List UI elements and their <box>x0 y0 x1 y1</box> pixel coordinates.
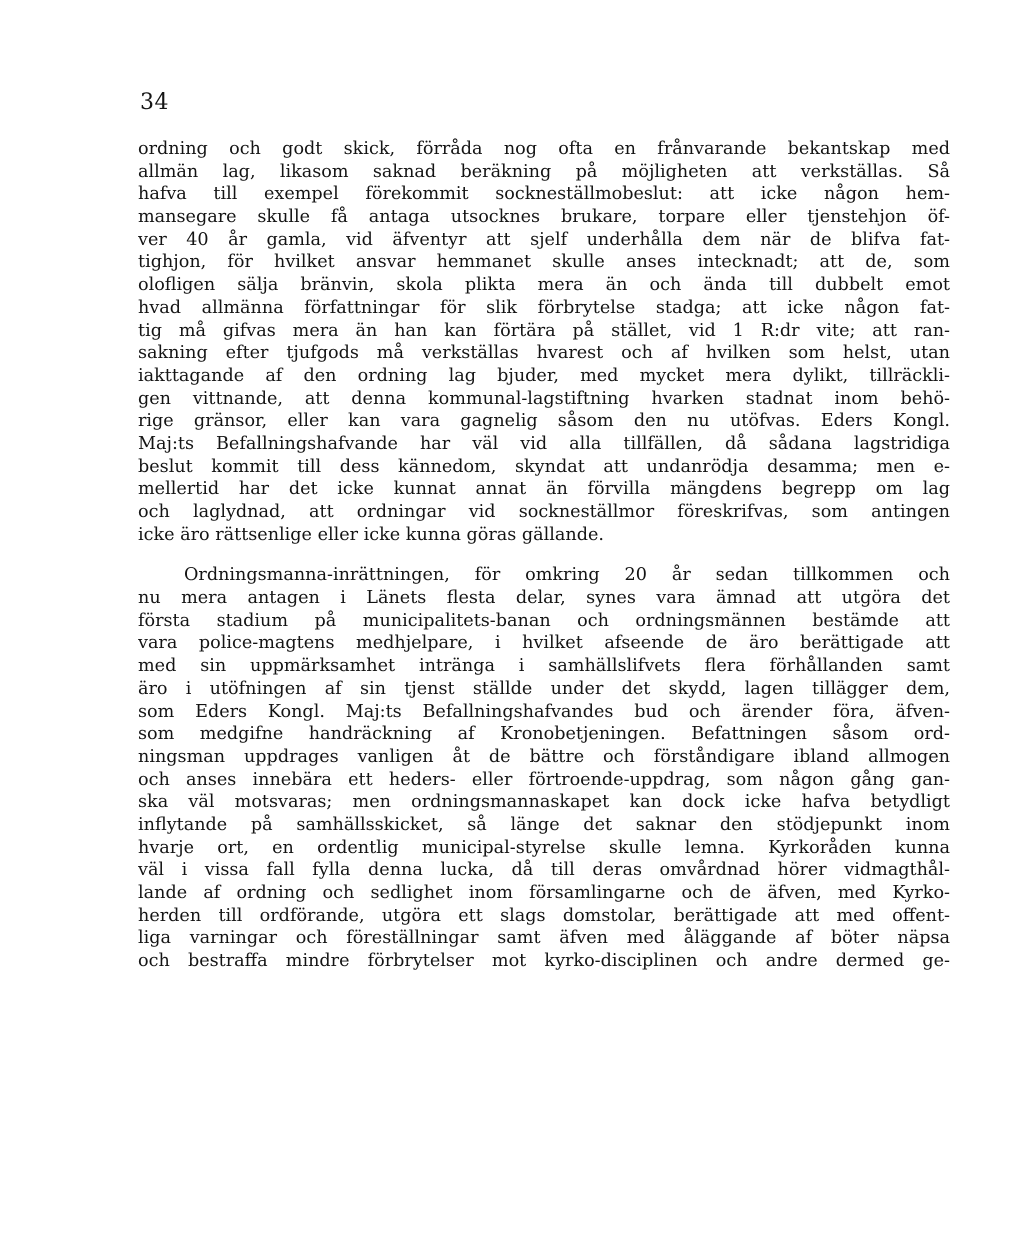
text-line: med sin uppmärksamhet inträngа i samhällslifvets flera förhållanden samt <box>138 656 950 677</box>
text-line: ordning och godt skick, förråda nog ofta en frånvarande bekantskap med <box>138 139 950 159</box>
body-text <box>138 138 950 973</box>
text-line: som medgifne handräckning af Kronobetjeningen. Befattningen såsom ord- <box>138 724 950 745</box>
text-line: tighjon, för hvilket ansvar hemmanet skulle anses intecknadt; att de, som <box>138 252 950 273</box>
paragraph-1 <box>138 138 950 546</box>
text-line: inflytande på samhällsskicket, så länge det saknar den stödjepunkt inom <box>138 814 950 835</box>
text-line: lande af ordning och sedlighet inom församlingarne och de äfven, med Kyrko- <box>138 883 950 903</box>
text-line: gen vittnande, att denna kommunal-lagstiftning hvarken stadnat inom behö- <box>138 388 950 409</box>
text-line: nu mera antagen i Länets flesta delar, synes vara ämnad att utgöra det <box>138 588 950 609</box>
text-line: sakning efter tjufgods må verkställas hvarest och af hvilken som helst, utan <box>138 343 950 364</box>
text-line: ver 40 år gamla, vid äfventyr att sjelf underhålla dem när de blifva fat- <box>138 229 950 250</box>
text-line: mellertid har det icke kunnat annat än förvilla mängdens begrepp om lag <box>138 479 950 500</box>
text-line: olofligen sälja bränvin, skola plikta mera än och ända till dubbelt emot <box>138 275 950 296</box>
text-line: första stadium på municipalitets-banan och ordningsmännen bestämde att <box>138 610 950 631</box>
text-line: ningsman uppdrages vanligen åt de bättre och förståndigare ibland allmogen <box>138 746 950 767</box>
page-number: 34 <box>140 90 169 115</box>
text-line: hvad allmänna författningar för slik förbrytelse stadga; att icke någon fat- <box>138 297 950 318</box>
text-line: hvarje ort, en ordentlig municipal-styrelse skulle lemna. Kyrkorådеn kunna <box>138 837 950 858</box>
text-line: iakttagande af den ordning lag bjuder, med mycket mera dylikt, tillräckli- <box>138 365 950 386</box>
text-line: som Eders Kongl. Maj:ts Befallningshafvandes bud och ärender föra, äfven- <box>138 701 950 722</box>
text-line: Ordningsmanna-inrättningen, för omkring 20 år sedan tillkommen och <box>184 565 950 586</box>
text-line: hafva till exempel förekommit sockneställmobeslut: att icke någon hem- <box>138 184 950 205</box>
text-line: icke äro rättsenlige eller icke kunna göras gällande. <box>138 524 604 545</box>
text-line: Maj:ts Befallningshafvande har väl vid alla tillfällen, då sådana lagstridiga <box>138 433 950 454</box>
text-line: allmän lag, likasom saknad beräkning på möjligheten att verkställas. Så <box>138 161 950 182</box>
text-line: väl i vissa fall fylla denna lucka, då till deras omvårdnad hörer vidmagthål- <box>138 860 950 881</box>
text-line: vara police-magtens medhjelpare, i hvilket afseende de äro berättigade att <box>138 633 950 654</box>
paragraph-2 <box>138 564 950 972</box>
text-line: och laglydnad, att ordningar vid sockneställmor föreskrifvas, som antingen <box>138 502 950 522</box>
text-line: och anses innebära ett heders- eller förtroende-uppdrag, som någon gång gan- <box>138 769 950 790</box>
text-line: beslut kommit till dess kännedom, skyndat att undanrödja desamma; men e- <box>138 456 950 477</box>
text-line: rige gränsor, eller kan vara gagnelig såsom den nu utöfvas. Eders Kongl. <box>138 411 950 432</box>
text-line: tig må gifvas mera än han kan förtära på stället, vid 1 R:dr vite; att ran- <box>138 320 950 341</box>
text-line: och bestraffa mindre förbrytelser mot kyrko-disciplinen och andre dermed ge- <box>138 951 950 972</box>
text-line: mansegare skulle få antaga utsocknes brukare, torpare eller tjenstehjon öf- <box>138 207 950 228</box>
text-line: herden till ordförande, utgöra ett slags domstolar, berättigade att med offent- <box>138 905 950 926</box>
text-line: äro i utöfningen af sin tjenst ställde under det skydd, lagen tillägger dem, <box>138 678 950 699</box>
text-line: liga varningar och föreställningar samt äfven med åläggande af böter näpsa <box>138 928 950 949</box>
text-line: ska väl motsvaras; men ordningsmannaskapet kan dock icke hafva betydligt <box>138 792 950 813</box>
